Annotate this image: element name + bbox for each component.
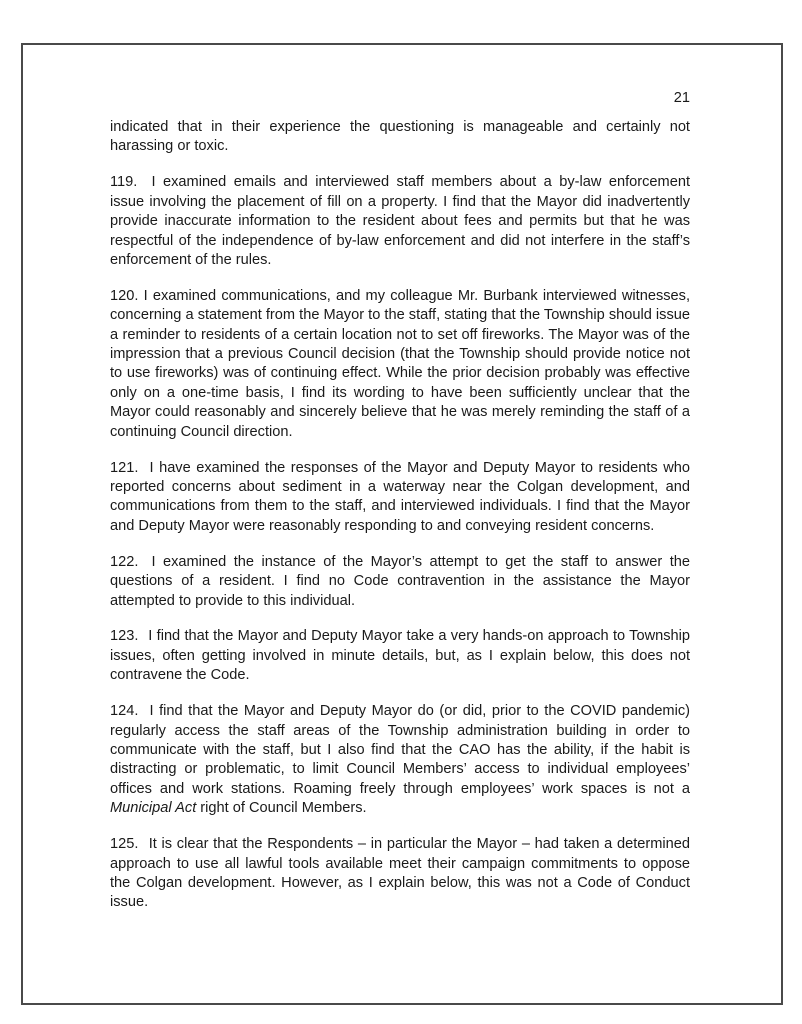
document-body bbox=[110, 118, 690, 929]
paragraph-text: I find that the Mayor and Deputy Mayor do (or did, prior to the COVID pandemic) regularly access the staff areas of the Township administration building in order to communicate with the staff, but I also find that the CAO has the ability, if the habit is distracting or problematic, to limit Council Members’ access to individual employees’ offices and work stations. Roaming freely through employees’ work spaces is not a bbox=[110, 703, 690, 797]
paragraph-number: 121. bbox=[110, 459, 139, 476]
paragraph-number: 123. bbox=[110, 628, 139, 645]
paragraph-text-tail: right of Council Members. bbox=[196, 800, 367, 817]
paragraph-text: I find that the Mayor and Deputy Mayor take a very hands-on approach to Township issues, often getting involved in minute details, but, as I explain below, this does not contravene the Code. bbox=[110, 628, 690, 684]
paragraph-number: 120. bbox=[110, 287, 139, 304]
paragraph-text: It is clear that the Respondents – in particular the Mayor – had taken a determined approach to use all lawful tools available meet their campaign commitments to oppose the Colgan development. However, as I explain below, this was not a Code of Conduct issue. bbox=[110, 836, 690, 911]
paragraph-continuation bbox=[110, 118, 690, 157]
page-number: 21 bbox=[673, 90, 690, 106]
statute-name: Municipal Act bbox=[110, 800, 197, 817]
paragraph-120 bbox=[110, 287, 690, 442]
paragraph-text: indicated that in their experience the questioning is manageable and certainly not harassing or toxic. bbox=[110, 119, 690, 155]
paragraph-number: 122. bbox=[110, 553, 139, 570]
paragraph-text: I have examined the responses of the Mayor and Deputy Mayor to residents who reported concerns about sediment in a waterway near the Colgan development, and communications from them to the staff, and interviewed individuals. I find that the Mayor and Deputy Mayor were reasonably responding to and conveying resident concerns. bbox=[110, 459, 690, 534]
paragraph-119 bbox=[110, 173, 690, 270]
paragraph-number: 125. bbox=[110, 836, 139, 853]
paragraph-122 bbox=[110, 553, 690, 611]
paragraph-125 bbox=[110, 835, 690, 913]
paragraph-123 bbox=[110, 627, 690, 685]
paragraph-124 bbox=[110, 702, 690, 818]
paragraph-text: I examined communications, and my colleague Mr. Burbank interviewed witnesses, concerning a statement from the Mayor to the staff, stating that the Township should issue a reminder to residents of a certain location not to set off fireworks. The Mayor was of the impression that a previous Council decision (that the Township should provide notice not to use fireworks) was of continuing effect. While the prior decision probably was effective only on a one-time basis, I find its wording to have been sufficiently unclear that the Mayor could reasonably and sincerely believe that he was merely reminding the staff of a continuing Council direction. bbox=[110, 287, 691, 440]
paragraph-text: I examined the instance of the Mayor’s attempt to get the staff to answer the questions of a resident. I find no Code contravention in the assistance the Mayor attempted to provide to this individual. bbox=[110, 553, 690, 609]
paragraph-121 bbox=[110, 459, 690, 537]
paragraph-text: I examined emails and interviewed staff members about a by-law enforcement issue involving the placement of fill on a property. I find that the Mayor did inadvertently provide inaccurate information to the resident about fees and permits but that he was respectful of the independence of by-law enforcement and did not interfere in the staff’s enforcement of the rules. bbox=[110, 174, 690, 268]
paragraph-number: 124. bbox=[110, 703, 139, 720]
paragraph-number: 119. bbox=[110, 174, 138, 191]
